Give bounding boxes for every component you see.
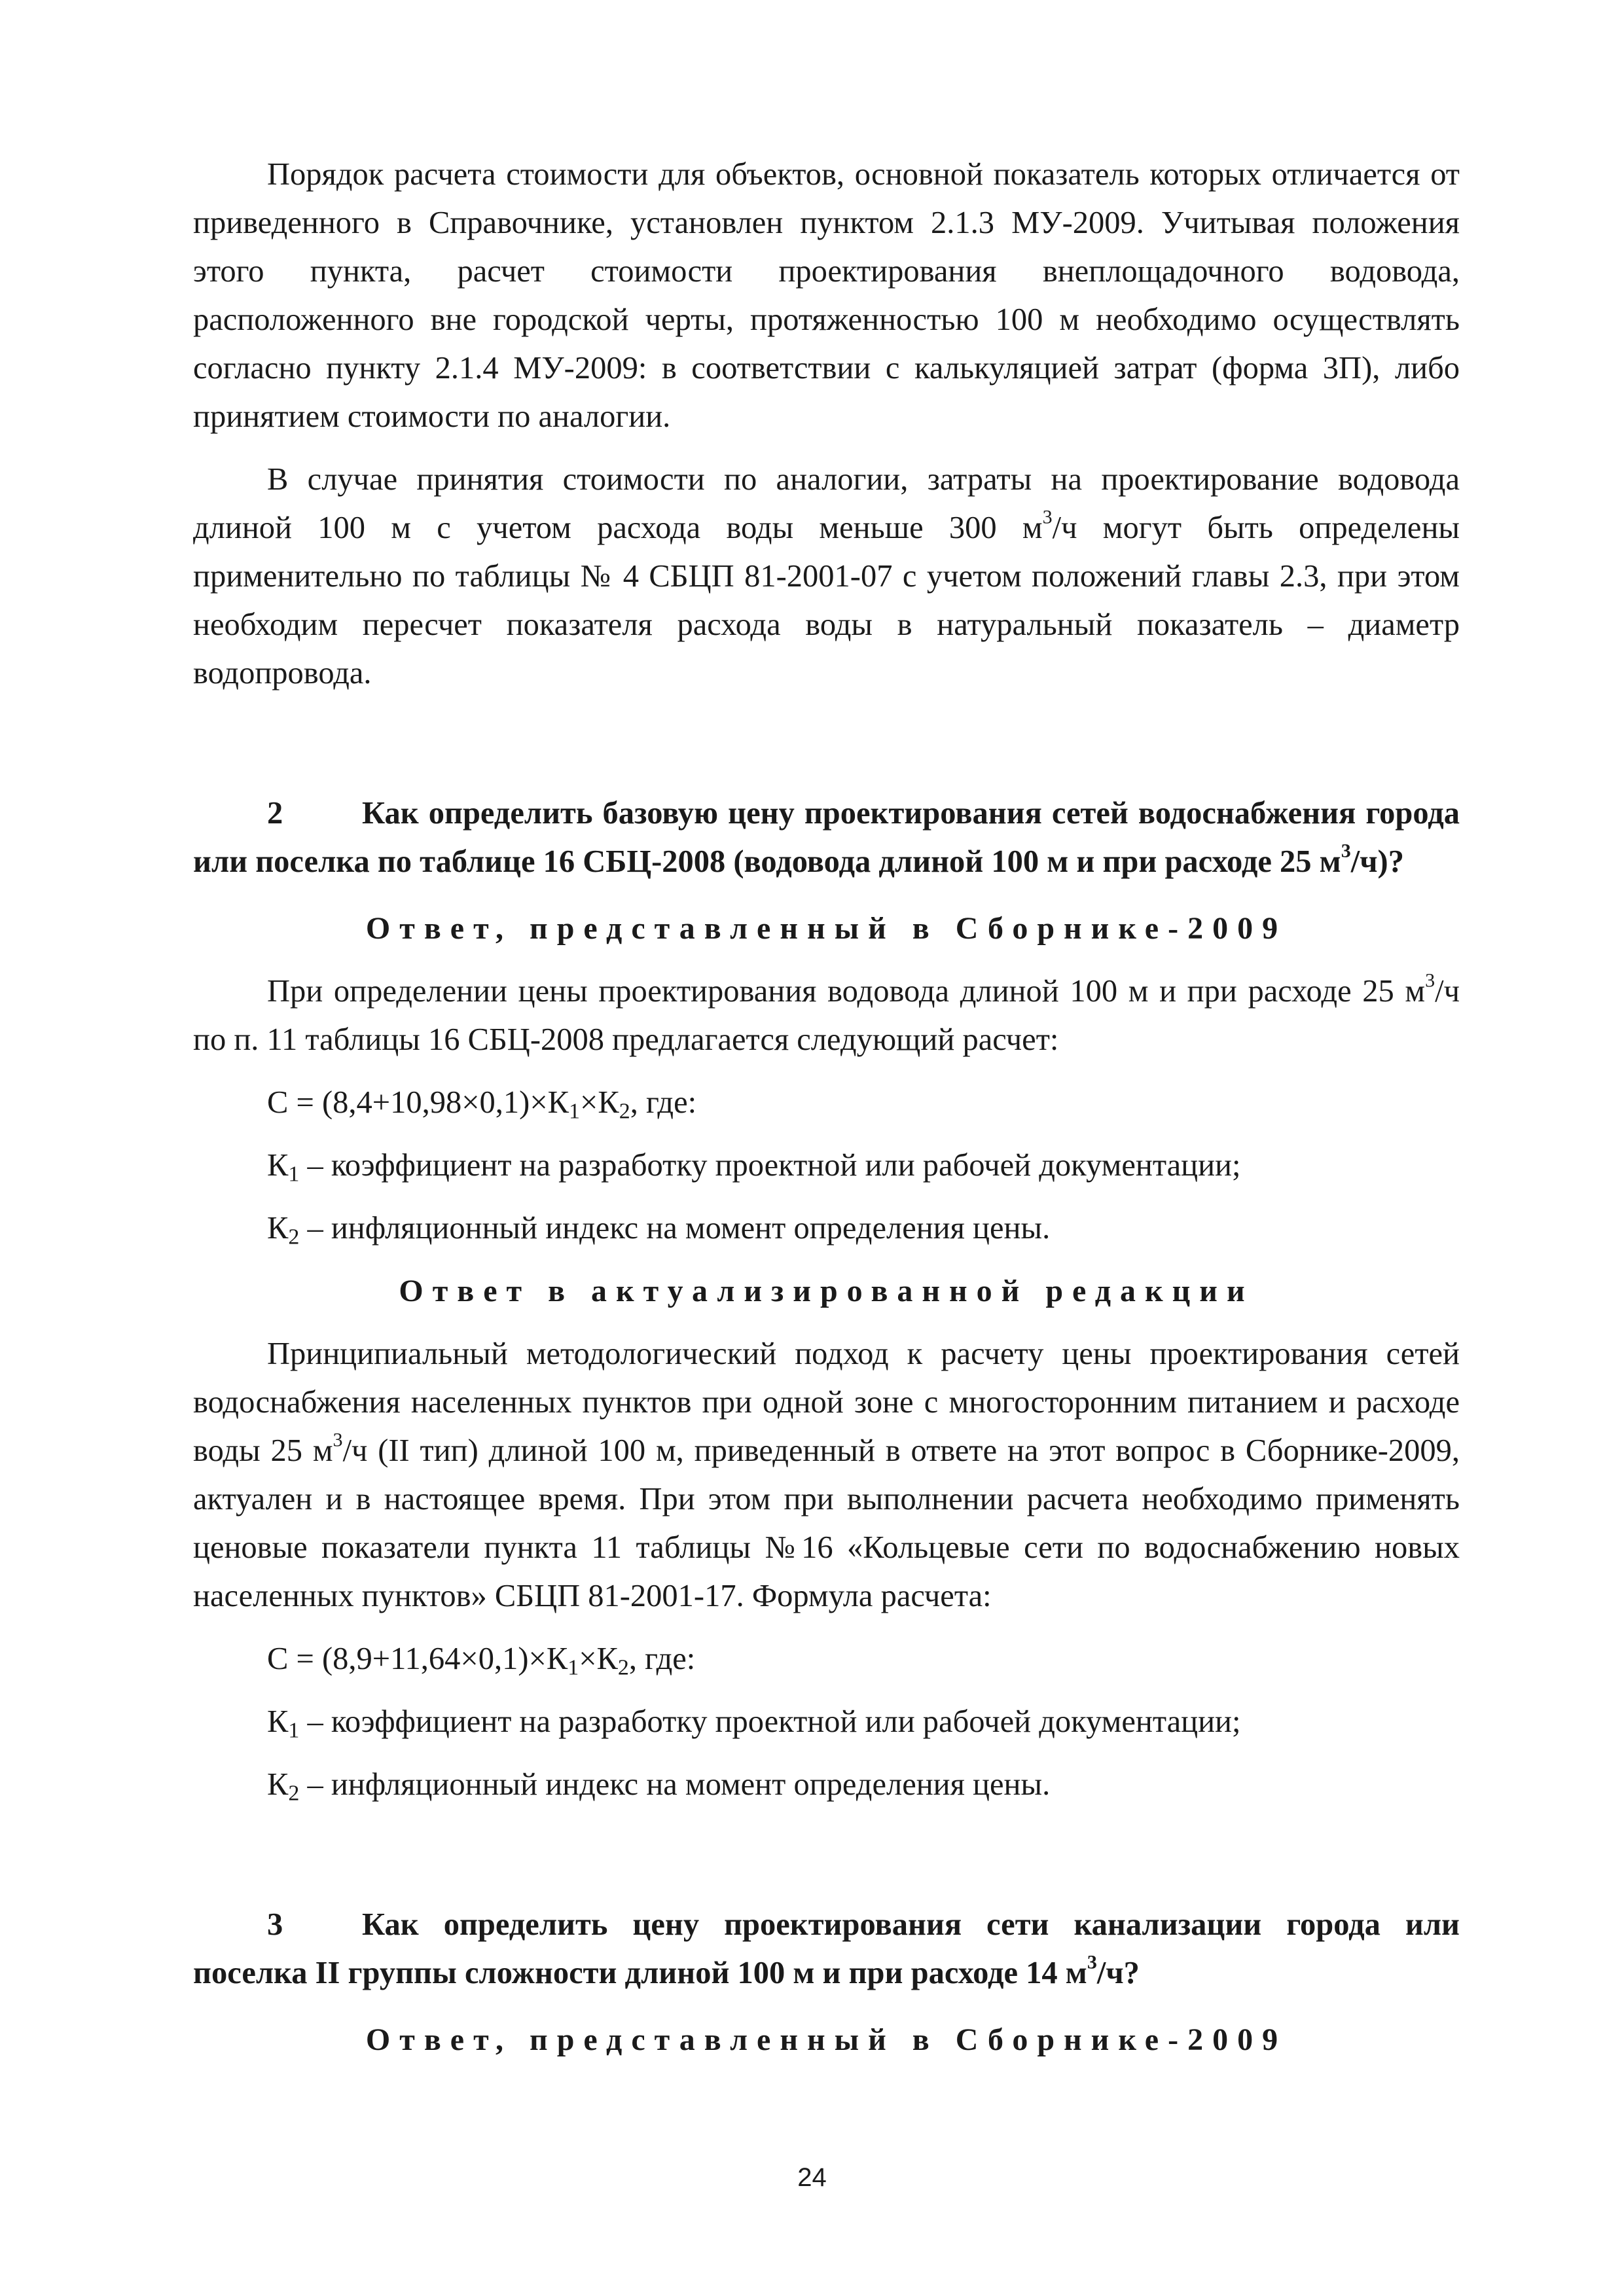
k1-definition bbox=[193, 1141, 1460, 1190]
definition-text: – инфляционный индекс на момент определения цены. bbox=[299, 1211, 1051, 1246]
text-run: /ч по п. 11 таблицы 16 СБЦ-2008 предлагается следующий расчет: bbox=[193, 974, 1460, 1057]
symbol: К bbox=[267, 1767, 289, 1802]
text-run: Принципиальный методологический подход к расчету цены проектирования сетей водоснабжения населенных пунктов при одной зоне с многосторонним питанием и расходе воды 25 м bbox=[193, 1336, 1460, 1468]
subscript: 1 bbox=[568, 1655, 579, 1680]
question-3-heading bbox=[193, 1901, 1460, 1998]
superscript: 3 bbox=[1042, 505, 1053, 528]
formula-1 bbox=[193, 1079, 1460, 1127]
intro-paragraph-1: Порядок расчета стоимости для объектов, основной показатель которых отличается от приведенного в Справочнике, установлен пунктом 2.1.3 МУ-2009. Учитывая положения этого пункта, расчет стоимости проектирования внеплощадочного водовода, расположенного вне городской черты, протяженностью 100 м необходимо осуществлять согласно пункту 2.1.4 МУ-2009: в соответствии с калькуляцией затрат (форма 3П), либо принятием стоимости по аналогии. bbox=[193, 157, 1460, 434]
question-number: 3 bbox=[267, 1907, 283, 1942]
subscript: 2 bbox=[288, 1225, 300, 1249]
formula-2 bbox=[193, 1635, 1460, 1683]
formula-text: ×К bbox=[579, 1641, 618, 1676]
question-number: 2 bbox=[267, 796, 283, 831]
subscript: 2 bbox=[619, 1099, 630, 1124]
subscript: 1 bbox=[288, 1718, 300, 1743]
answer-2009-paragraph bbox=[193, 967, 1460, 1064]
question-2-heading bbox=[193, 789, 1460, 886]
text-run: /ч (II тип) длиной 100 м, приведенный в ответе на этот вопрос в Сборнике-2009, актуален и в настоящее время. При этом при выполнении расчета необходимо применять ценовые показатели пункта 11 таблицы №16 «Кольцевые сети по водоснабжению новых населенных пунктов» СБЦП 81-2001-17. Формула расчета: bbox=[193, 1433, 1460, 1613]
text-run: /ч могут быть определены применительно по таблицы № 4 СБЦП 81-2001-07 с учетом положений главы 2.3, при этом необходим пересчет показателя расхода воды в натуральный показатель – диаметр водопровода. bbox=[193, 511, 1460, 691]
definition-text: – коэффициент на разработку проектной или рабочей документации; bbox=[299, 1704, 1241, 1739]
definition-text: – инфляционный индекс на момент определения цены. bbox=[299, 1767, 1051, 1802]
subscript: 2 bbox=[288, 1781, 300, 1806]
formula-text: ×К bbox=[580, 1085, 619, 1120]
subscript: 1 bbox=[569, 1099, 581, 1124]
formula-text: С = (8,9+11,64×0,1)×К bbox=[267, 1641, 568, 1676]
answer-actual-paragraph bbox=[193, 1330, 1460, 1621]
answer-2009-title: Ответ, представленный в Сборнике-2009 bbox=[365, 911, 1288, 946]
intro-paragraph-2 bbox=[193, 456, 1460, 698]
symbol: К bbox=[267, 1211, 289, 1246]
superscript: 3 bbox=[333, 1428, 343, 1451]
k2-definition-2 bbox=[193, 1761, 1460, 1809]
answer-2009-title-q3: Ответ, представленный в Сборнике-2009 bbox=[365, 2022, 1288, 2057]
text-run: При определении цены проектирования водовода длиной 100 м и при расходе 25 м bbox=[267, 974, 1426, 1009]
question-text: Как определить базовую цену проектирования сетей водоснабжения города или поселка по таблице 16 СБЦ-2008 (водовода длиной 100 м и при расходе 25 м bbox=[193, 796, 1460, 879]
definition-text: – коэффициент на разработку проектной или рабочей документации; bbox=[299, 1148, 1241, 1183]
symbol: К bbox=[267, 1148, 289, 1183]
subscript: 1 bbox=[288, 1162, 300, 1187]
k2-definition bbox=[193, 1204, 1460, 1253]
formula-text: , где: bbox=[628, 1641, 696, 1676]
question-text: /ч)? bbox=[1350, 844, 1404, 879]
subscript: 2 bbox=[617, 1655, 629, 1680]
formula-text: С = (8,4+10,98×0,1)×К bbox=[267, 1085, 569, 1120]
answer-actual-title: Ответ в актуализированной редакции bbox=[399, 1274, 1254, 1308]
question-text: /ч? bbox=[1096, 1956, 1140, 1990]
text-run: В случае принятия стоимости по аналогии, затраты на проектирование водовода длиной 100 м с учетом расхода воды меньше 300 м bbox=[193, 462, 1460, 545]
page-number: 24 bbox=[797, 2163, 827, 2192]
symbol: К bbox=[267, 1704, 289, 1739]
k1-definition-2 bbox=[193, 1698, 1460, 1746]
superscript: 3 bbox=[1425, 969, 1435, 992]
superscript: 3 bbox=[1087, 1950, 1097, 1973]
superscript: 3 bbox=[1341, 839, 1351, 862]
page-content bbox=[193, 151, 1460, 2064]
question-text: Как определить цену проектирования сети канализации города или поселка II группы сложности длиной 100 м и при расходе 14 м bbox=[193, 1907, 1460, 1990]
formula-text: , где: bbox=[630, 1085, 697, 1120]
